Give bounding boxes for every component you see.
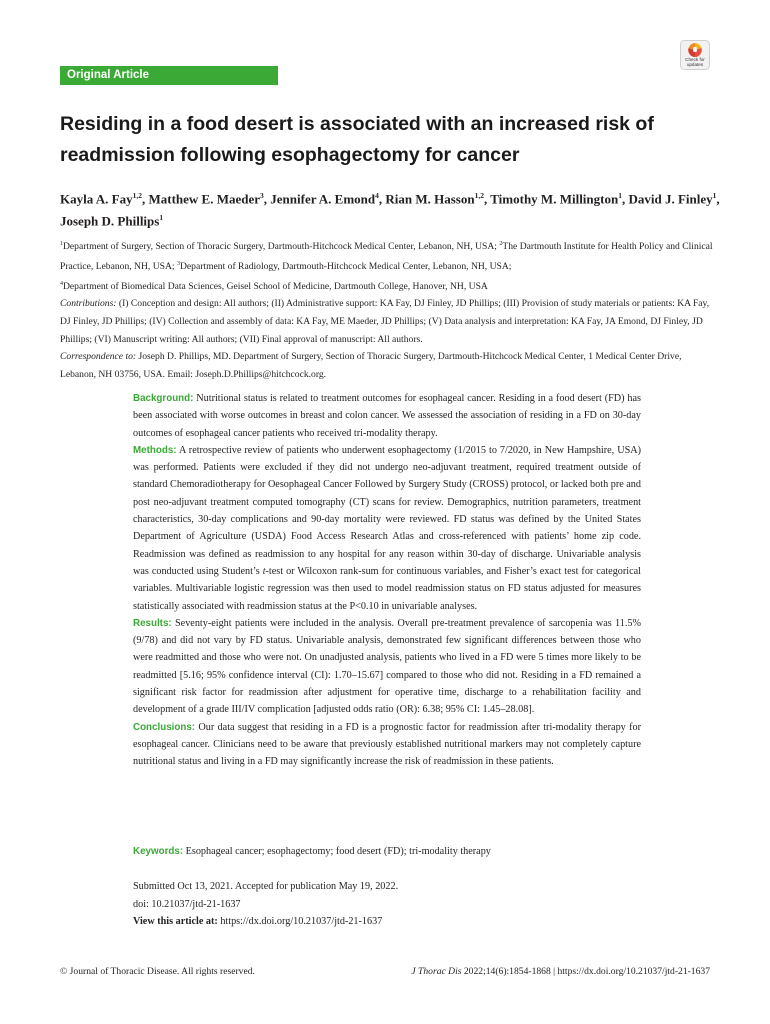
author-separator: , <box>483 191 491 207</box>
view-article-link[interactable]: https://dx.doi.org/10.21037/jtd-21-1637 <box>217 916 383 928</box>
author-name: Joseph D. Phillips <box>60 213 160 229</box>
abstract-heading: Background: <box>133 393 194 404</box>
author-separator: , <box>378 191 386 207</box>
submission-dates: Submitted Oct 13, 2021. Accepted for publication May 19, 2022. <box>133 881 399 892</box>
abstract-heading: Methods: <box>133 444 177 456</box>
author-name: Rian M. Hasson <box>385 191 475 207</box>
abstract-background: Background: Nutritional status is related to treatment outcomes for esophageal cancer. Residing in a food desert (FD) has been associated with worse outcomes in breast and colon cancer. We assessed the association of residing in a FD on 30-day outcomes of esophageal cancer patients who received tri-modality therapy. <box>133 393 641 439</box>
correspondence: Correspondence to: Joseph D. Phillips, MD. Department of Surgery, Section of Thoracic Surgery, Dartmouth-Hitchcock Medical Center, 1 Medical Center Drive, Lebanon, NH 03756, USA. Email: Joseph.D.Phillips@hitchcock.org. <box>60 351 682 380</box>
check-for-updates-badge[interactable] <box>680 40 710 70</box>
author-name: Matthew E. Maeder <box>148 191 261 207</box>
abstract <box>133 390 641 771</box>
author-affiliation-sup: 1 <box>618 191 622 200</box>
keywords: Keywords: Esophageal cancer; esophagectomy; food desert (FD); tri-modality therapy <box>133 846 491 857</box>
footer-citation: J Thorac Dis 2022;14(6):1854-1868 | https://dx.doi.org/10.21037/jtd-21-1637 <box>411 966 710 977</box>
author-name: Timothy M. Millington <box>490 191 619 207</box>
author-separator: , <box>141 191 149 207</box>
author-name: David J. Finley <box>628 191 713 207</box>
author-affiliation-sup: 1 <box>712 191 717 200</box>
author-separator: , <box>621 191 629 207</box>
abstract-conclusions: Conclusions: Our data suggest that residing in a FD is a prognostic factor for readmission after tri-modality therapy for esophageal cancer. Clinicians need to be aware that previously established nutritional markers may not completely capture nutritional status and living in a FD may significantly increase the risk of readmission in these patients. <box>133 721 641 768</box>
author-affiliation-sup: 3 <box>260 191 264 200</box>
abstract-heading: Conclusions: <box>133 721 196 733</box>
author-separator: , <box>263 191 271 207</box>
author-affiliation-sup: 1,2 <box>132 191 142 200</box>
author-name: Kayla A. Fay <box>60 191 133 207</box>
author-list <box>60 186 720 231</box>
keywords-heading: Keywords: <box>133 846 184 857</box>
article-title: Residing in a food desert is associated with an increased risk of readmission following esophagectomy for cancer <box>60 113 654 166</box>
contributions: Contributions: (I) Conception and design: All authors; (II) Administrative support: KA Fay, DJ Finley, JD Phillips; (III) Provision of study materials or patients: KA Fay, DJ Finley, JD Phillips; (IV) Collection and assembly of data: KA Fay, ME Maeder, JD Phillips; (V) Data analysis and interpretation: KA Fay, JA Emond, DJ Finley, JD Phillips; (VI) Manuscript writing: All authors; (VII) Final approval of manuscript: All authors. <box>60 298 710 345</box>
affiliations-block <box>60 236 716 383</box>
affiliations: $^1$Department of Surgery, Section of Thoracic Surgery, Dartmouth-Hitchcock Medical Center, Lebanon, NH, USA; $^2$The Dartmouth Institute for Health Policy and Clinical Practice, Lebanon, NH, USA; $^3$Department of Radiology, Dartmouth-Hitchcock Medical Center, Lebanon, NH, USA; $^4$Department of Biomedical Data Sciences, Geisel School of Medicine, Dartmouth College, Hanover, NH, USA <box>60 241 713 292</box>
footer-copyright: © Journal of Thoracic Disease. All rights reserved. <box>60 966 255 977</box>
author-affiliation-sup: 1,2 <box>474 191 484 200</box>
abstract-heading: Results: <box>133 617 172 629</box>
author-affiliation-sup: 1 <box>159 213 164 223</box>
abstract-methods: Methods: A retrospective review of patients who underwent esophagectomy (1/2015 to 7/2020, in New Hampshire, USA) was performed. Patients were excluded if they did not undergo neo-adjuvant treatment, required treatment outside of standard Chemoradiotherapy for Oesophageal Cancer Followed by Surgery Study (CROSS) protocol, or lacked both pre and post neo-adjuvant treatment computed tomography (CT) scans for review. Demographics, nutrition parameters, treatment characteristics, 30-day complications and 90-day mortality were reviewed. FD status was defined by the United States Department of Agriculture (USDA) Food Access Research Atlas and cross-referenced with patients’ home zip code. Readmission was defined as readmission to any hospital for any reason within 30-day of discharge. Univariable analysis was conducted using Student’s t-test or Wilcoxon rank-sum for continuous variables, and Fisher’s exact test for categorical variables. Multivariable logistic regression was then used to model readmission status on FD status adjusted for measures statistically associated with readmission status at the P<0.10 in univariable analyses. <box>133 444 641 612</box>
abstract-results: Results: Seventy-eight patients were included in the analysis. Overall pre-treatment prevalence of sarcopenia was 11.5% (9/78) and did not vary by FD status. Univariable analysis, demonstrated few significant differences between those who were readmitted and those who were not. On unadjusted analysis, patients who lived in a FD were 5 times more likely to be readmitted [5.16; 95% confidence interval (CI): 1.70–15.67] compared to those who did not. Residing in a FD remained a significant risk factor for readmission after adjustment for operative time, discharge to a rehabilitation facility and development of a grade III/IV complication [adjusted odds ratio (OR): 6.38; 95% CI: 1.45–28.08]. <box>133 617 641 716</box>
view-article-line: View this article at: https://dx.doi.org/10.21037/jtd-21-1637 <box>133 916 383 928</box>
check-for-updates-label: Check for updates <box>685 57 705 67</box>
doi: doi: 10.21037/jtd-21-1637 <box>133 898 241 910</box>
article-type-tag: Original Article <box>60 66 278 85</box>
author-name: Jennifer A. Emond <box>270 191 376 207</box>
author-separator: , <box>716 191 720 207</box>
author-affiliation-sup: 4 <box>375 191 379 200</box>
article-meta <box>133 878 641 931</box>
